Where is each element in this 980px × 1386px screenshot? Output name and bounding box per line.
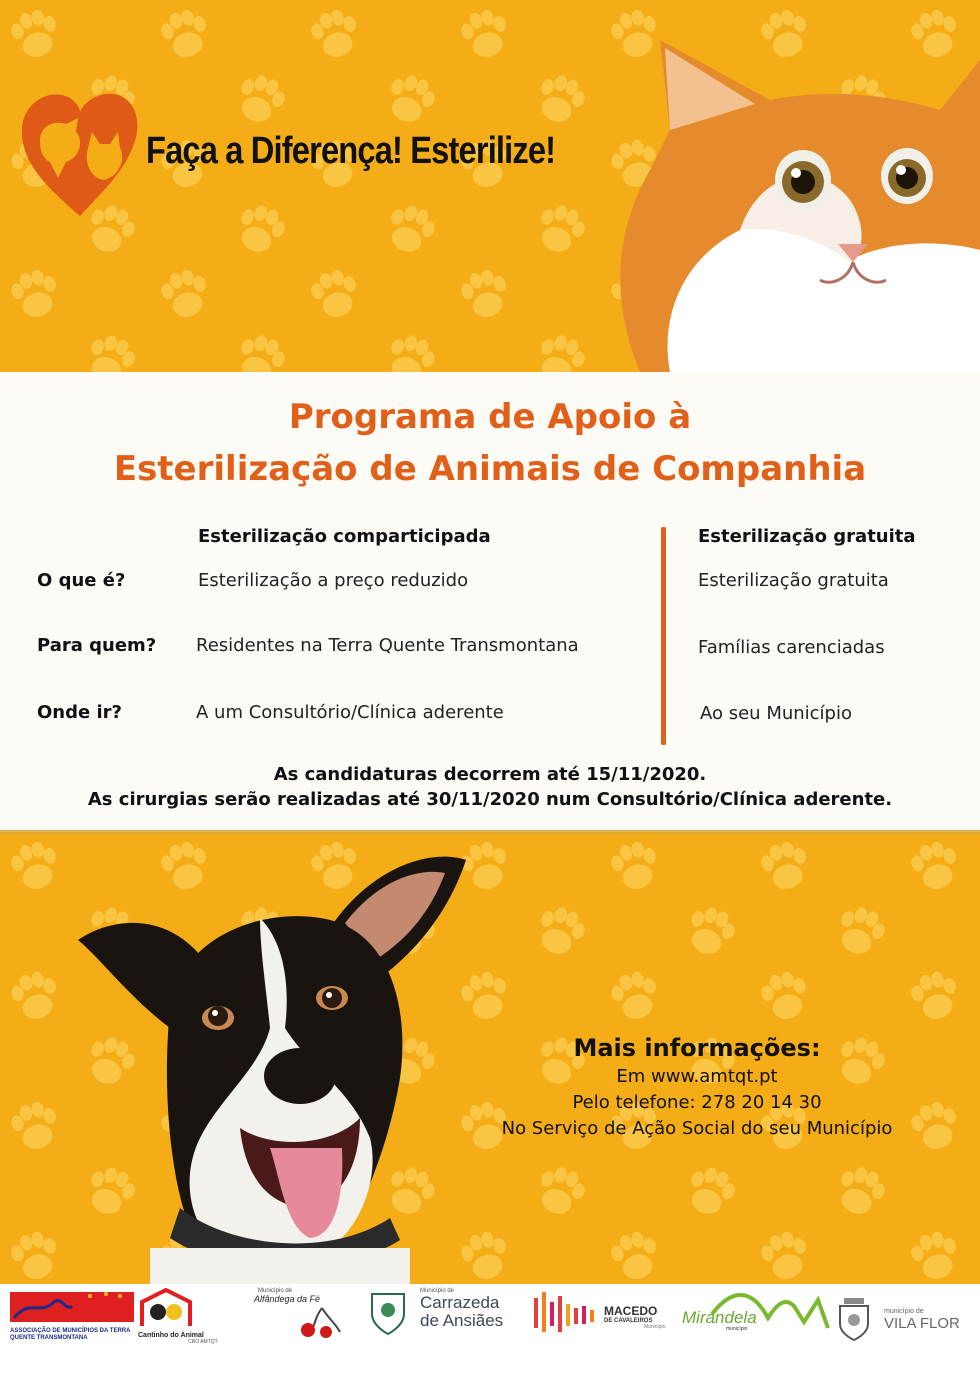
- notice-line1: As candidaturas decorrem até 15/11/2020.: [273, 764, 707, 785]
- dog-illustration: [70, 848, 470, 1284]
- mirandela-name: Mirandela: [682, 1308, 757, 1327]
- heart-pet-logo-icon: [18, 88, 142, 218]
- logo-alfandega: [244, 1288, 364, 1342]
- mirandela-sub: município: [726, 1326, 748, 1332]
- info-website: Em www.amtqt.pt: [616, 1066, 778, 1087]
- column-header-paid: Esterilização comparticipada: [198, 526, 491, 547]
- macedo-sub: DE CAVALEIROS: [604, 1318, 653, 1324]
- info-block: [470, 1032, 924, 1142]
- row-where-paid: A um Consultório/Clínica aderente: [196, 702, 504, 723]
- row-who-free: Famílias carenciadas: [698, 637, 885, 658]
- cantinho-name: Cantinho do Animal: [138, 1332, 204, 1339]
- amtqt-name: ASSOCIAÇÃO DE MUNICÍPIOS DA TERRA QUENTE TRANSMONTANA: [10, 1328, 131, 1341]
- amtqt-mark-icon: [10, 1288, 134, 1322]
- row-label-who: Para quem?: [37, 635, 157, 656]
- carrazeda-label: Município de: [420, 1288, 455, 1294]
- vilaflor-name: VILA FLOR: [884, 1315, 960, 1332]
- carrazeda-crest-icon: [366, 1288, 410, 1336]
- info-phone: Pelo telefone: 278 20 14 30: [572, 1092, 822, 1113]
- notice-line2: As cirurgias serão realizadas até 30/11/2020 num Consultório/Clínica aderente.: [87, 789, 893, 810]
- macedo-label: Município: [644, 1324, 666, 1330]
- program-title-line2: Esterilização de Animais de Companhia: [113, 449, 867, 489]
- carrazeda-name2: de Ansiães: [420, 1311, 504, 1330]
- vilaflor-label: município de: [884, 1308, 924, 1315]
- row-where-free: Ao seu Município: [700, 703, 852, 724]
- program-title-line1: Programa de Apoio à: [288, 397, 692, 437]
- info-title: Mais informações:: [573, 1034, 821, 1062]
- cherries-icon: [244, 1304, 354, 1338]
- panel-shadow: [0, 830, 980, 836]
- row-label-what: O que é?: [37, 570, 126, 591]
- vilaflor-crest-icon: [836, 1296, 872, 1342]
- row-what-paid: Esterilização a preço reduzido: [198, 570, 469, 591]
- logo-amtqt: [10, 1288, 136, 1342]
- alfandega-name: Alfândega da Fé: [254, 1294, 321, 1304]
- row-label-where: Onde ir?: [37, 702, 122, 723]
- macedo-name: MACEDO: [604, 1304, 658, 1318]
- row-who-paid: Residentes na Terra Quente Transmontana: [196, 635, 579, 656]
- column-header-free: Esterilização gratuita: [698, 526, 916, 547]
- info-social-service: No Serviço de Ação Social do seu Município: [501, 1118, 893, 1139]
- cantinho-sub: CRO AMTQT: [188, 1339, 218, 1345]
- row-what-free: Esterilização gratuita: [698, 570, 889, 591]
- program-panel: [0, 372, 980, 832]
- macedo-mark-icon: [530, 1288, 600, 1340]
- alfandega-label: Município de: [258, 1288, 293, 1294]
- carrazeda-name1: Carrazeda: [420, 1293, 500, 1312]
- cantinho-animal-icon: [138, 1288, 194, 1328]
- cat-illustration: [520, 0, 980, 372]
- logo-cantinho: [138, 1288, 228, 1345]
- column-divider: [661, 527, 666, 745]
- slogan: Faça a Diferença! Esterilize!: [146, 130, 556, 172]
